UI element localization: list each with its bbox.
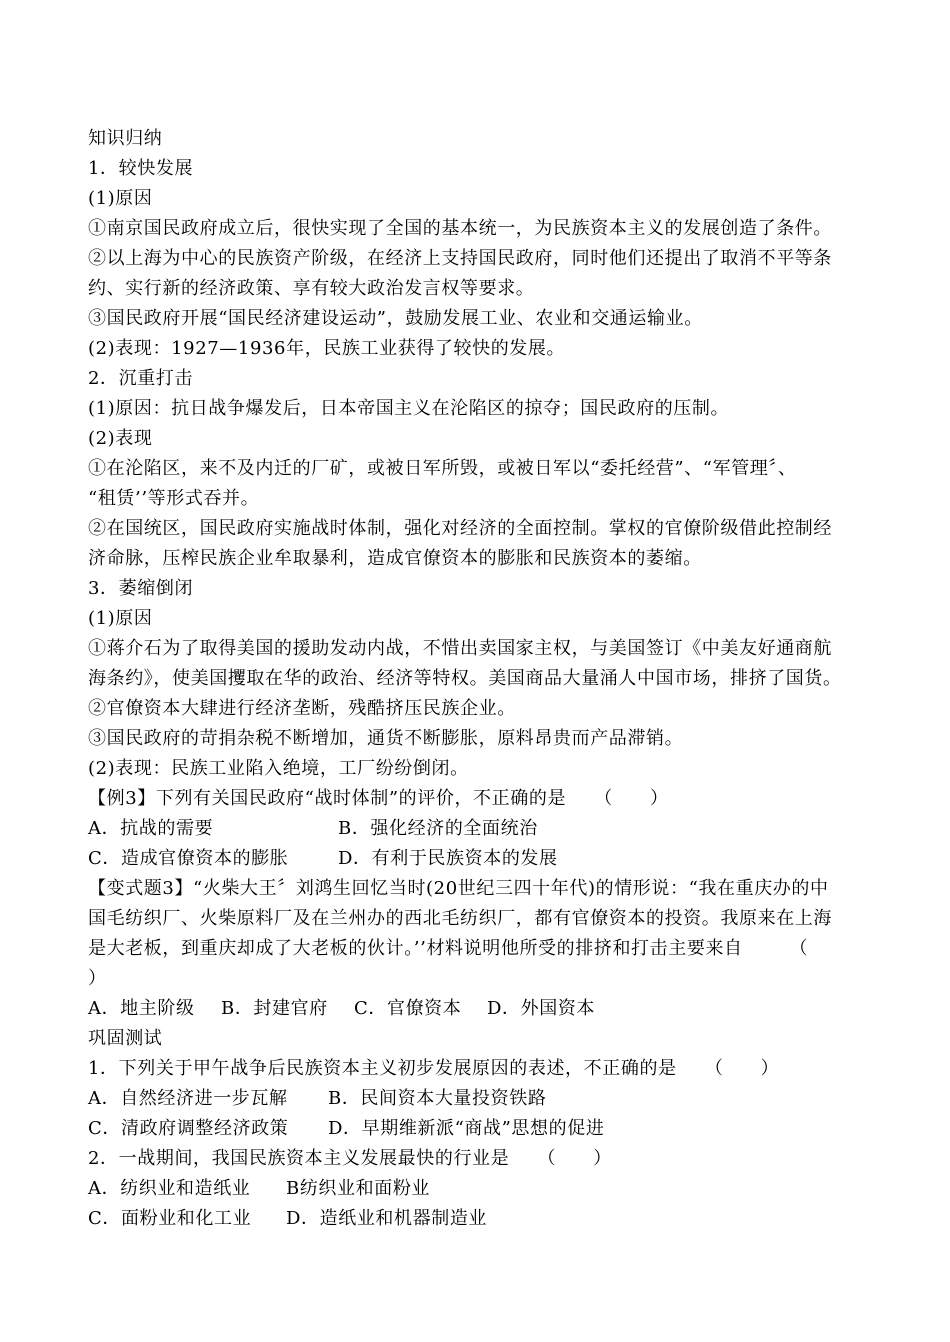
question-1-option-c: C．清政府调整经济政策 [88,1118,289,1139]
question-1-options-row-2 [88,1114,878,1144]
question-1-options-row-1 [88,1084,878,1114]
section-3-cause-2: ②官僚资本大肆进行经济垄断，残酷挤压民族企业。 [88,698,516,719]
question-2-option-a: A．纺织业和造纸业 [88,1178,251,1199]
example-3-option-a: A．抗战的需要 [88,818,214,839]
question-1-option-d: D．早期维新派“商战”思想的促进 [328,1118,605,1139]
example-3-option-d: D．有利于民族资本的发展 [338,848,558,869]
section-3-cause-1-line-1: ①蒋介石为了取得美国的援助发动内战，不惜出卖国家主权，与美国签订《中美友好通商航 [88,638,832,659]
section-1-cause-3: ③国民政府开展“国民经济建设运动”，鼓励发展工业、农业和交通运输业。 [88,308,703,329]
example-3-question: 【例3】下列有关国民政府“战时体制”的评价，不正确的是 （ ） [88,788,669,809]
section-2-performance-2-line-1: ②在国统区，国民政府实施战时体制，强化对经济的全面控制。掌权的官僚阶级借此控制经 [88,518,832,539]
section-2-title: 2．沉重打击 [88,368,194,389]
variant-3-line-1: 【变式题3】“火柴大王〞刘鸿生回忆当时(20世纪三四十年代)的情形说：“我在重庆办的中 [88,878,829,899]
section-heading-test: 巩固测试 [88,1028,163,1049]
section-2-performance-1-line-2: “租赁’’等形式吞并。 [88,488,260,509]
question-2-stem: 2．一战期间，我国民族资本主义发展最快的行业是 （ ） [88,1148,612,1169]
section-1-cause-2-line-2: 约、实行新的经济政策、享有较大政治发言权等要求。 [88,278,535,299]
variant-3-line-2: 国毛纺织厂、火柴原料厂及在兰州办的西北毛纺织厂，都有官僚资本的投资。我原来在上海 [88,908,832,929]
question-2-options-row-2 [88,1204,878,1234]
variant-3-options [88,994,878,1024]
document-body [88,124,878,1234]
section-1-cause-2-line-1: ②以上海为中心的民族资产阶级，在经济上支持国民政府，同时他们还提出了取消不平等条 [88,248,832,269]
section-heading-knowledge: 知识归纳 [88,128,163,149]
variant-3-option-d: D．外国资本 [487,998,596,1019]
section-3-cause-3: ③国民政府的苛捐杂税不断增加，通货不断膨胀，原料昂贵而产品滞销。 [88,728,684,749]
section-3-cause-label: (1)原因 [88,608,153,629]
question-2-option-b: B纺织业和面粉业 [286,1178,431,1199]
section-2-performance-1-line-1: ①在沦陷区，来不及内迁的厂矿，或被日军所毁，或被日军以“委托经营”、“军管理〞、 [88,458,797,479]
question-2-option-c: C．面粉业和化工业 [88,1208,252,1229]
section-1-cause-1: ①南京国民政府成立后，很快实现了全国的基本统一，为民族资本主义的发展创造了条件。 [88,218,832,239]
section-3-performance: (2)表现：民族工业陷入绝境，工厂纷纷倒闭。 [88,758,469,779]
section-2-cause: (1)原因：抗日战争爆发后，日本帝国主义在沦陷区的掠夺；国民政府的压制。 [88,398,730,419]
section-3-cause-1-line-2: 海条约》，使美国攫取在华的政治、经济等特权。美国商品大量涌人中国市场，排挤了国货。 [88,668,842,689]
variant-3-option-b: B．封建官府 [221,998,328,1019]
variant-3-option-c: C．官僚资本 [354,998,462,1019]
example-3-options-row-2 [88,844,878,874]
question-2-options-row-1 [88,1174,878,1204]
section-2-performance-label: (2)表现 [88,428,153,449]
example-3-option-b: B．强化经济的全面统治 [338,818,538,839]
question-1-option-b: B．民间资本大量投资铁路 [328,1088,547,1109]
variant-3-line-4: ） [88,968,107,989]
section-2-performance-2-line-2: 济命脉，压榨民族企业牟取暴利，造成官僚资本的膨胀和民族资本的萎缩。 [88,548,702,569]
section-1-title: 1．较快发展 [88,158,194,179]
variant-3-line-3: 是大老板，到重庆却成了大老板的伙计。’’材料说明他所受的排挤和打击主要来自 （ [88,938,809,959]
example-3-options-row-1 [88,814,878,844]
question-1-stem: 1．下列关于甲午战争后民族资本主义初步发展原因的表述，不正确的是 （ ） [88,1058,780,1079]
example-3-option-c: C．造成官僚资本的膨胀 [88,848,289,869]
section-1-cause-label: (1)原因 [88,188,153,209]
section-1-performance: (2)表现：1927—1936年，民族工业获得了较快的发展。 [88,338,566,359]
question-1-option-a: A．自然经济进一步瓦解 [88,1088,288,1109]
section-3-title: 3．萎缩倒闭 [88,578,194,599]
question-2-option-d: D．造纸业和机器制造业 [286,1208,488,1229]
variant-3-option-a: A．地主阶级 [88,998,195,1019]
